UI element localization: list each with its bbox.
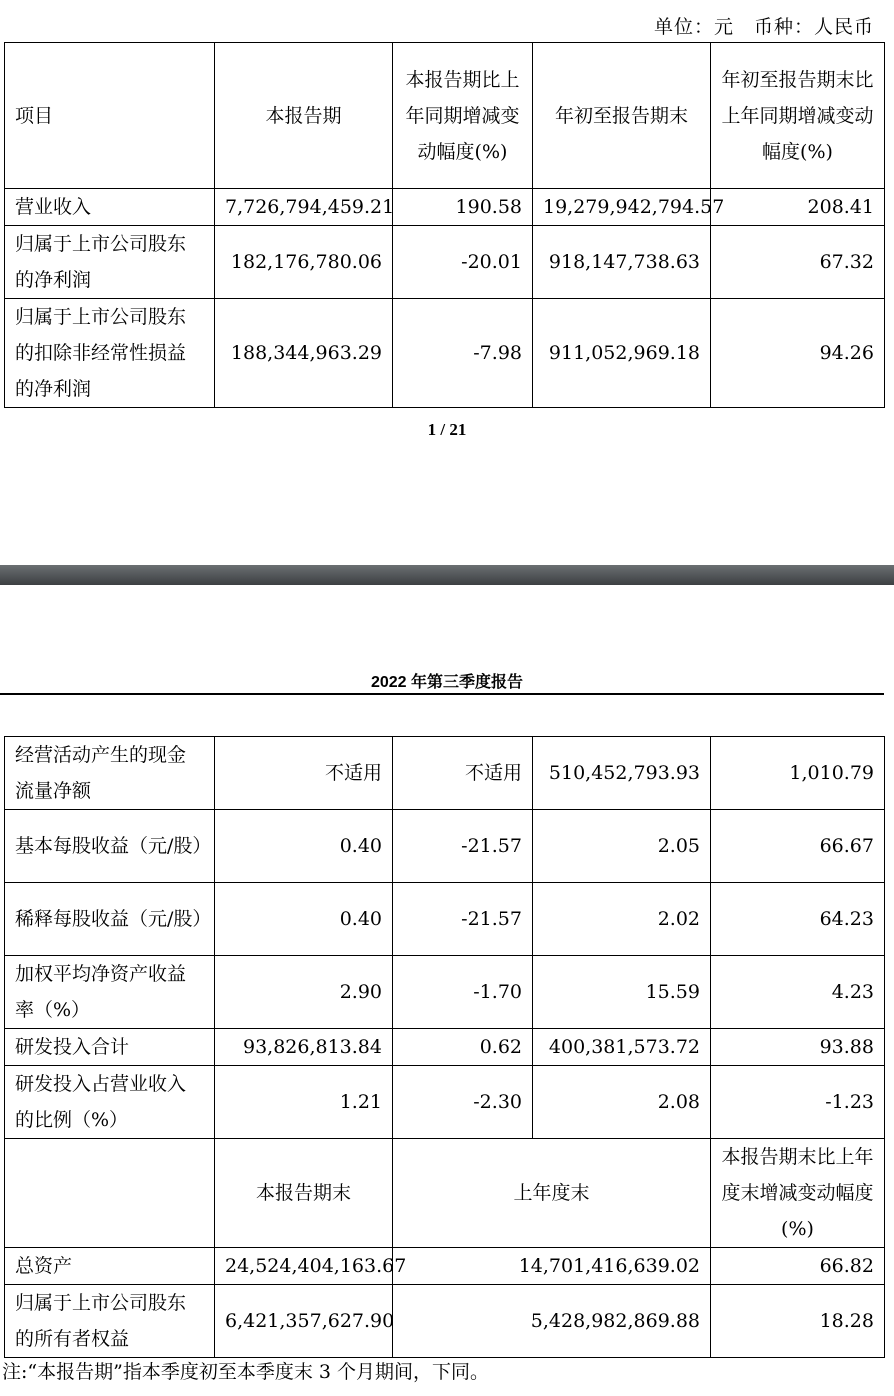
table-row xyxy=(5,883,885,956)
cell-ytd-change: 4.23 xyxy=(711,956,885,1029)
row-label: 稀释每股收益（元/股） xyxy=(5,883,215,956)
header-prior-year-end: 上年度末 xyxy=(393,1139,711,1248)
row-label: 归属于上市公司股东的净利润 xyxy=(5,226,215,299)
table-header-row xyxy=(5,43,885,189)
footnote: 注:“本报告期”指本季度初至本季度末 3 个月期间，下同。 xyxy=(2,1361,489,1383)
row-label: 归属于上市公司股东的所有者权益 xyxy=(5,1285,215,1358)
cell-current-change: 190.58 xyxy=(393,189,533,226)
table-row xyxy=(5,810,885,883)
cell-current: 1.21 xyxy=(215,1066,393,1139)
header-ytd-change: 年初至报告期末比上年同期增减变动幅度(%) xyxy=(711,43,885,189)
cell-ytd: 2.02 xyxy=(533,883,711,956)
cell-ytd: 510,452,793.93 xyxy=(533,737,711,810)
header-period-end: 本报告期末 xyxy=(215,1139,393,1248)
cell-ytd-change: 66.67 xyxy=(711,810,885,883)
table-row xyxy=(5,737,885,810)
balance-header-blank xyxy=(5,1139,215,1248)
financial-table-1 xyxy=(4,42,885,408)
cell-current-change: -1.70 xyxy=(393,956,533,1029)
cell-ytd: 19,279,942,794.57 xyxy=(533,189,711,226)
row-label: 加权平均净资产收益率（%） xyxy=(5,956,215,1029)
cell-ytd: 400,381,573.72 xyxy=(533,1029,711,1066)
cell-period-end: 6,421,357,627.90 xyxy=(215,1285,393,1358)
table-row xyxy=(5,1248,885,1285)
table-row xyxy=(5,189,885,226)
cell-current: 93,826,813.84 xyxy=(215,1029,393,1066)
cell-ytd: 918,147,738.63 xyxy=(533,226,711,299)
cell-current-change: -21.57 xyxy=(393,810,533,883)
cell-current: 7,726,794,459.21 xyxy=(215,189,393,226)
page-separator xyxy=(0,565,894,585)
header-item: 项目 xyxy=(5,43,215,189)
cell-current-change: -20.01 xyxy=(393,226,533,299)
cell-balance-change: 66.82 xyxy=(711,1248,885,1285)
cell-current-change: 不适用 xyxy=(393,737,533,810)
header-current-change: 本报告期比上年同期增减变动幅度(%) xyxy=(393,43,533,189)
cell-balance-change: 18.28 xyxy=(711,1285,885,1358)
cell-current: 188,344,963.29 xyxy=(215,299,393,408)
cell-ytd-change: 67.32 xyxy=(711,226,885,299)
cell-ytd-change: 94.26 xyxy=(711,299,885,408)
cell-period-end: 24,524,404,163.67 xyxy=(215,1248,393,1285)
cell-prior-year-end: 14,701,416,639.02 xyxy=(393,1248,711,1285)
page-2 xyxy=(0,585,894,1396)
cell-current: 0.40 xyxy=(215,810,393,883)
row-label: 研发投入占营业收入的比例（%） xyxy=(5,1066,215,1139)
title-rule xyxy=(0,693,884,695)
table-row xyxy=(5,956,885,1029)
table-row xyxy=(5,299,885,408)
cell-current: 0.40 xyxy=(215,883,393,956)
page-1 xyxy=(0,0,894,565)
header-balance-change: 本报告期末比上年度末增减变动幅度(%) xyxy=(711,1139,885,1248)
row-label: 总资产 xyxy=(5,1248,215,1285)
balance-header-row xyxy=(5,1139,885,1248)
cell-current: 2.90 xyxy=(215,956,393,1029)
cell-prior-year-end: 5,428,982,869.88 xyxy=(393,1285,711,1358)
table-row xyxy=(5,1029,885,1066)
row-label: 研发投入合计 xyxy=(5,1029,215,1066)
cell-ytd: 15.59 xyxy=(533,956,711,1029)
row-label: 归属于上市公司股东的扣除非经常性损益的净利润 xyxy=(5,299,215,408)
cell-current-change: -21.57 xyxy=(393,883,533,956)
cell-ytd-change: 93.88 xyxy=(711,1029,885,1066)
cell-current: 不适用 xyxy=(215,737,393,810)
financial-table-2 xyxy=(4,736,885,1358)
cell-ytd-change: 1,010.79 xyxy=(711,737,885,810)
table-row xyxy=(5,1066,885,1139)
header-ytd: 年初至报告期末 xyxy=(533,43,711,189)
cell-current-change: -2.30 xyxy=(393,1066,533,1139)
table-row xyxy=(5,226,885,299)
row-label: 营业收入 xyxy=(5,189,215,226)
cell-ytd-change: 208.41 xyxy=(711,189,885,226)
row-label: 基本每股收益（元/股） xyxy=(5,810,215,883)
cell-ytd: 2.05 xyxy=(533,810,711,883)
cell-ytd-change: -1.23 xyxy=(711,1066,885,1139)
cell-ytd: 911,052,969.18 xyxy=(533,299,711,408)
cell-current-change: -7.98 xyxy=(393,299,533,408)
unit-currency-label: 单位：元 币种：人民币 xyxy=(653,16,874,38)
header-current-period: 本报告期 xyxy=(215,43,393,189)
page-number: 1 / 21 xyxy=(427,420,467,439)
cell-ytd: 2.08 xyxy=(533,1066,711,1139)
table-row xyxy=(5,1285,885,1358)
cell-ytd-change: 64.23 xyxy=(711,883,885,956)
cell-current: 182,176,780.06 xyxy=(215,226,393,299)
cell-current-change: 0.62 xyxy=(393,1029,533,1066)
row-label: 经营活动产生的现金流量净额 xyxy=(5,737,215,810)
report-title: 2022 年第三季度报告 xyxy=(370,674,524,691)
